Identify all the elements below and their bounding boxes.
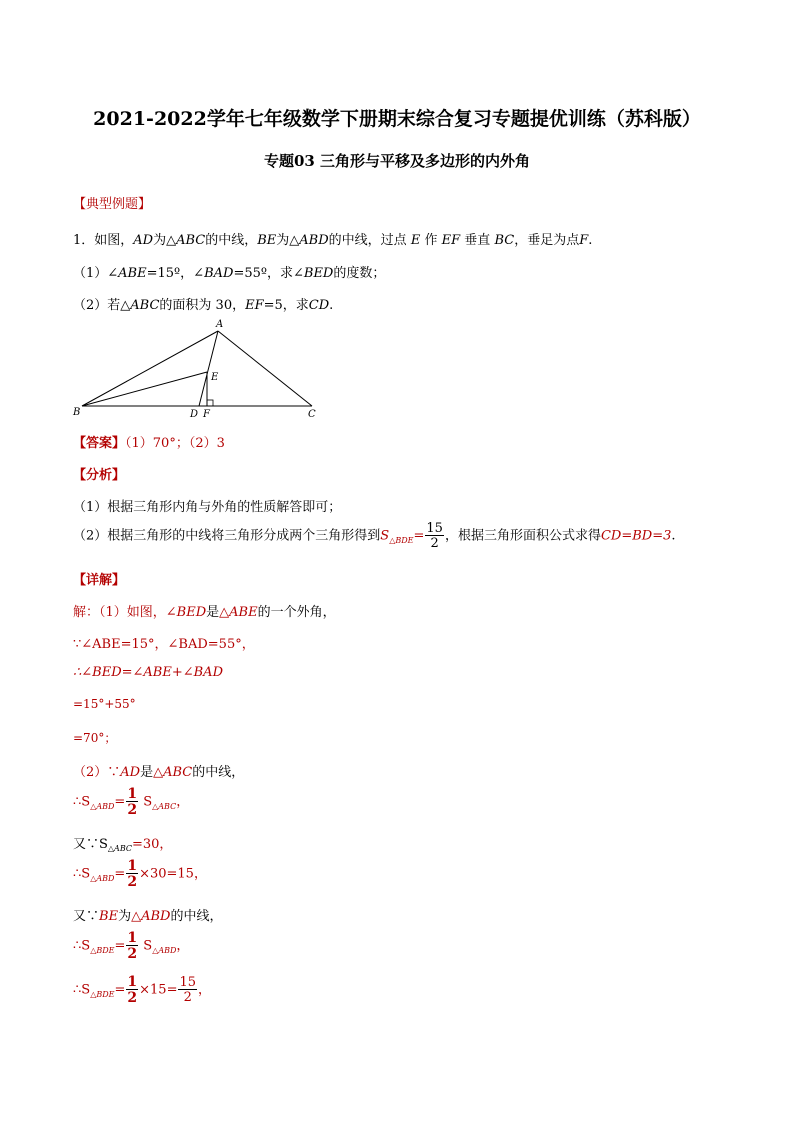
- label-b: B: [73, 407, 81, 418]
- text: =: [114, 866, 126, 882]
- text: 为: [118, 909, 132, 924]
- triangle-figure: [66, 316, 332, 424]
- text: △ABD: [90, 873, 115, 883]
- fraction: [126, 931, 138, 961]
- text: 垂直: [464, 233, 491, 248]
- text: ，: [176, 794, 190, 810]
- problem-question-1: [73, 262, 385, 281]
- text: ，: [198, 982, 212, 998]
- text: 的中线，: [170, 909, 223, 924]
- text: ABC: [130, 298, 160, 313]
- text: .: [671, 528, 676, 544]
- denominator: 2: [127, 946, 138, 962]
- text: S: [139, 938, 153, 954]
- detail-step-5: =70°；: [73, 731, 117, 745]
- document-title: 2021-2022学年七年级数学下册期末综合复习专题提优训练（苏科版）: [93, 108, 701, 130]
- text: ，垂足为点: [514, 233, 580, 248]
- text: .: [329, 298, 334, 313]
- detail-step-4: =15°+55°: [73, 697, 136, 711]
- text: F: [579, 233, 589, 248]
- text: △ABD: [152, 945, 177, 955]
- text: 的面积为 30，: [159, 298, 246, 313]
- text: S: [380, 528, 390, 544]
- text: （2）∵: [73, 765, 121, 780]
- text: （2）根据三角形的中线将三角形分成两个三角形得到: [73, 528, 381, 544]
- problem-question-2: [73, 294, 333, 313]
- text: BE: [99, 909, 119, 924]
- text: ABD: [299, 233, 329, 248]
- text: .: [588, 233, 593, 248]
- text: ∴S: [73, 938, 91, 954]
- detail-label: 【详解】: [73, 573, 126, 588]
- text: ABC: [176, 233, 206, 248]
- detail-step-8: [73, 833, 172, 852]
- text: =30，: [131, 837, 173, 852]
- text: =: [413, 528, 425, 544]
- text: ABE: [118, 266, 147, 281]
- denominator: 2: [430, 536, 439, 551]
- denominator: 2: [127, 990, 138, 1006]
- text: ，根据三角形面积公式求得: [444, 528, 601, 544]
- text: CD: [308, 298, 330, 313]
- text: =: [114, 938, 126, 954]
- answer-text: （1）70°；（2）3: [125, 436, 225, 451]
- text: BED: [303, 266, 334, 281]
- analysis-line-2: [73, 522, 676, 550]
- text: 作: [424, 233, 438, 248]
- text: EF: [441, 233, 461, 248]
- label-e: E: [211, 372, 219, 383]
- text: 又∵S: [73, 837, 108, 852]
- text: =: [114, 794, 126, 810]
- text: △ABC: [152, 801, 177, 811]
- text: 是: [206, 605, 220, 620]
- segment-ad: [199, 331, 218, 406]
- label-c: C: [308, 409, 316, 420]
- text: AD: [120, 765, 141, 780]
- text: 解：（1）如图，: [73, 605, 166, 620]
- detail-step-9: [73, 859, 207, 889]
- text: ×15=: [139, 982, 178, 998]
- detail-step-6: [73, 761, 244, 780]
- problem-line-1: [73, 229, 592, 248]
- right-angle-mark: [207, 400, 213, 406]
- label-a: A: [216, 319, 224, 330]
- text: S: [139, 794, 153, 810]
- text: ∴S: [73, 794, 91, 810]
- detail-step-1: [73, 601, 336, 620]
- text: ，: [176, 938, 190, 954]
- text: =: [114, 982, 126, 998]
- detail-step-12: [73, 975, 211, 1005]
- text: 又∵: [73, 909, 100, 924]
- numerator: 15: [179, 975, 197, 990]
- text: 的度数；: [333, 266, 386, 281]
- text: ∠BED: [165, 605, 207, 620]
- segment-be: [82, 372, 207, 406]
- text: 为△: [153, 233, 177, 248]
- text: △ABD: [131, 909, 171, 924]
- text: BC: [494, 233, 515, 248]
- text: 的中线，: [205, 233, 258, 248]
- fraction: [126, 859, 138, 889]
- fraction: [178, 976, 197, 1004]
- label-f: F: [203, 409, 210, 420]
- text: ∴S: [73, 866, 91, 882]
- fraction: [126, 787, 138, 817]
- text: △BDE: [90, 945, 115, 955]
- text: （2）若△: [73, 298, 131, 313]
- denominator: 2: [183, 990, 192, 1005]
- answer-line: [73, 432, 225, 451]
- numerator: 1: [127, 930, 138, 946]
- segment-ac: [218, 331, 312, 406]
- text: EF: [245, 298, 264, 313]
- text: ∴S: [73, 982, 91, 998]
- fraction: [126, 975, 138, 1005]
- text: 是: [140, 765, 154, 780]
- denominator: 2: [127, 874, 138, 890]
- text: △BDE: [389, 535, 414, 545]
- fraction: [425, 522, 444, 550]
- text: =5，求: [263, 298, 309, 313]
- text: △ABC: [153, 765, 193, 780]
- numerator: 15: [426, 521, 443, 536]
- denominator: 2: [127, 802, 138, 818]
- text: CD=BD=3: [600, 528, 672, 544]
- text: BE: [257, 233, 277, 248]
- text: △ABD: [90, 801, 115, 811]
- text: AD: [133, 233, 154, 248]
- detail-step-10: [73, 905, 222, 924]
- detail-step-3: ∴∠BED=∠ABE+∠BAD: [73, 665, 223, 680]
- text: 的中线，过点: [328, 233, 407, 248]
- text: =55º，求∠: [233, 266, 304, 281]
- text: ×30=15，: [139, 866, 207, 882]
- analysis-label: 【分析】: [73, 468, 126, 483]
- analysis-line-1: （1）根据三角形内角与外角的性质解答即可；: [73, 500, 342, 515]
- detail-step-7: [73, 787, 189, 817]
- text: 的一个外角，: [257, 605, 336, 620]
- text: =15º，∠: [146, 266, 205, 281]
- segment-ab: [82, 331, 218, 406]
- answer-label: 【答案】: [73, 436, 126, 451]
- detail-step-2: ∵∠ABE=15°，∠BAD=55°，: [73, 637, 255, 652]
- text: BAD: [204, 266, 234, 281]
- label-d: D: [190, 409, 199, 420]
- text: △BDE: [90, 989, 115, 999]
- numerator: 1: [127, 858, 138, 874]
- numerator: 1: [127, 786, 138, 802]
- text: △ABE: [219, 605, 258, 620]
- detail-step-11: [73, 931, 189, 961]
- text: 的中线，: [192, 765, 245, 780]
- text: 为△: [276, 233, 300, 248]
- text: E: [410, 233, 421, 248]
- section-label-examples: 【典型例题】: [73, 197, 152, 212]
- text: （1）∠: [73, 266, 119, 281]
- document-subtitle: 专题03 三角形与平移及多边形的内外角: [263, 152, 531, 170]
- numerator: 1: [127, 974, 138, 990]
- text: △ABC: [107, 844, 132, 853]
- text: 1．如图，: [73, 233, 134, 248]
